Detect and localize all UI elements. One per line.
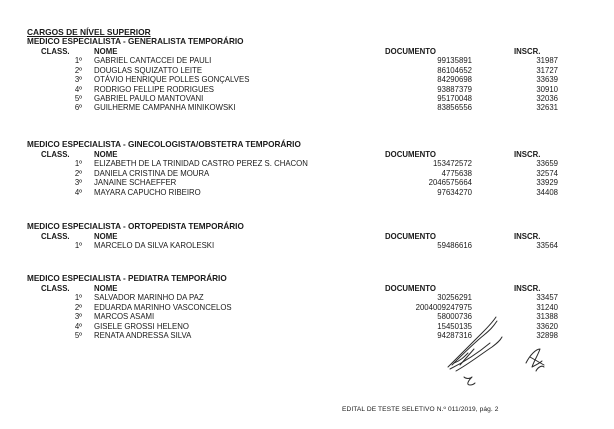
table-row: [27, 103, 587, 112]
row-class: 3º: [74, 75, 82, 85]
table-row: [27, 241, 587, 250]
section-title: MEDICO ESPECIALISTA - GENERALISTA TEMPORÁRIO: [27, 37, 244, 46]
row-inscr: 33564: [536, 241, 558, 251]
header-nome: NOME: [94, 150, 118, 159]
row-nome: MAYARA CAPUCHO RIBEIRO: [94, 187, 201, 197]
header-nome: NOME: [94, 232, 118, 241]
row-nome: DOUGLAS SQUIZATTO LEITE: [94, 65, 203, 75]
row-nome: OTÁVIO HENRIQUE POLLES GONÇALVES: [94, 75, 250, 85]
row-documento: 2046575664: [428, 178, 472, 188]
row-class: 5º: [74, 330, 82, 340]
row-documento: 95170048: [437, 93, 472, 103]
row-nome: MARCOS ASAMI: [94, 312, 155, 322]
row-class: 4º: [74, 321, 82, 331]
row-inscr: 30910: [536, 84, 558, 94]
row-documento: 59486616: [437, 241, 472, 251]
row-inscr: 31388: [536, 312, 558, 322]
header-documento: DOCUMENTO: [385, 47, 436, 56]
table-row: [27, 293, 587, 302]
row-class: 4º: [74, 84, 82, 94]
row-documento: 30256291: [437, 293, 472, 303]
row-nome: RENATA ANDRESSA SILVA: [94, 330, 192, 340]
row-nome: ELIZABETH DE LA TRINIDAD CASTRO PEREZ S. CHACON: [94, 159, 308, 169]
section-title: MEDICO ESPECIALISTA - ORTOPEDISTA TEMPORÁRIO: [27, 222, 244, 231]
header-inscr: INSCR.: [514, 232, 541, 241]
table-header: [27, 150, 587, 159]
page-title: CARGOS DE NÍVEL SUPERIOR: [27, 27, 151, 37]
row-class: 3º: [74, 312, 82, 322]
row-nome: GUILHERME CAMPANHA MINIKOWSKI: [94, 103, 236, 113]
row-inscr: 31727: [536, 65, 558, 75]
section-generalista: [27, 37, 587, 113]
row-documento: 4775638: [441, 168, 472, 178]
table-row: [27, 159, 587, 168]
row-inscr: 34408: [536, 187, 558, 197]
row-inscr: 32631: [536, 103, 558, 113]
row-documento: 94287316: [437, 330, 472, 340]
row-documento: 99135891: [437, 56, 472, 66]
row-nome: JANAINE SCHAEFFER: [94, 178, 177, 188]
header-inscr: INSCR.: [514, 47, 541, 56]
row-documento: 97634270: [437, 187, 472, 197]
row-documento: 93887379: [437, 84, 472, 94]
header-documento: DOCUMENTO: [385, 284, 436, 293]
row-inscr: 33457: [536, 293, 558, 303]
row-nome: GABRIEL CANTACCEI DE PAULI: [94, 56, 212, 66]
table-row: [27, 56, 587, 65]
row-nome: MARCELO DA SILVA KAROLESKI: [94, 241, 215, 251]
row-inscr: 31240: [536, 302, 558, 312]
row-class: 6º: [74, 103, 82, 113]
row-inscr: 32574: [536, 168, 558, 178]
header-class: CLASS.: [41, 232, 70, 241]
header-documento: DOCUMENTO: [385, 232, 436, 241]
header-class: CLASS.: [41, 284, 70, 293]
row-inscr: 33929: [536, 178, 558, 188]
row-documento: 58000736: [437, 312, 472, 322]
row-documento: 83856556: [437, 103, 472, 113]
table-row: [27, 75, 587, 84]
section-ortopedista: [27, 222, 587, 251]
row-class: 2º: [74, 302, 82, 312]
header-class: CLASS.: [41, 47, 70, 56]
handwritten-signature: [430, 302, 580, 395]
table-row: [27, 169, 587, 178]
table-header: [27, 47, 587, 56]
row-inscr: 33639: [536, 75, 558, 85]
header-documento: DOCUMENTO: [385, 150, 436, 159]
section-ginecologista: [27, 140, 587, 197]
row-inscr: 32898: [536, 330, 558, 340]
row-documento: 2004009247975: [415, 302, 472, 312]
row-nome: SALVADOR MARINHO DA PAZ: [94, 293, 204, 303]
table-header: [27, 284, 587, 293]
table-row: [27, 66, 587, 75]
row-nome: RODRIGO FELLIPE RODRIGUES: [94, 84, 215, 94]
row-documento: 15450135: [437, 321, 472, 331]
row-documento: 86104652: [437, 65, 472, 75]
row-class: 5º: [74, 93, 82, 103]
row-class: 1º: [74, 293, 82, 303]
row-inscr: 33620: [536, 321, 558, 331]
row-inscr: 31987: [536, 56, 558, 66]
row-documento: 84290698: [437, 75, 472, 85]
header-nome: NOME: [94, 284, 118, 293]
row-nome: GABRIEL PAULO MANTOVANI: [94, 93, 204, 103]
page-footer: EDITAL DE TESTE SELETIVO N.º 011/2019, pág. 2: [342, 406, 499, 413]
table-row: [27, 178, 587, 187]
header-inscr: INSCR.: [514, 150, 541, 159]
row-inscr: 33659: [536, 159, 558, 169]
table-row: [27, 188, 587, 197]
row-class: 2º: [74, 168, 82, 178]
row-class: 3º: [74, 178, 82, 188]
section-title: MEDICO ESPECIALISTA - GINECOLOGISTA/OBSTETRA TEMPORÁRIO: [27, 140, 301, 149]
row-documento: 153472572: [432, 159, 472, 169]
row-nome: EDUARDA MARINHO VASCONCELOS: [94, 302, 232, 312]
row-class: 2º: [74, 65, 82, 75]
table-row: [27, 85, 587, 94]
row-class: 4º: [74, 187, 82, 197]
header-nome: NOME: [94, 47, 118, 56]
row-class: 1º: [74, 159, 82, 169]
table-row: [27, 94, 587, 103]
header-inscr: INSCR.: [514, 284, 541, 293]
row-inscr: 32036: [536, 93, 558, 103]
table-header: [27, 232, 587, 241]
row-nome: DANIELA CRISTINA DE MOURA: [94, 168, 210, 178]
row-class: 1º: [74, 241, 82, 251]
row-class: 1º: [74, 56, 82, 66]
row-nome: GISELE GROSSI HELENO: [94, 321, 189, 331]
header-class: CLASS.: [41, 150, 70, 159]
section-title: MEDICO ESPECIALISTA - PEDIATRA TEMPORÁRIO: [27, 274, 227, 283]
